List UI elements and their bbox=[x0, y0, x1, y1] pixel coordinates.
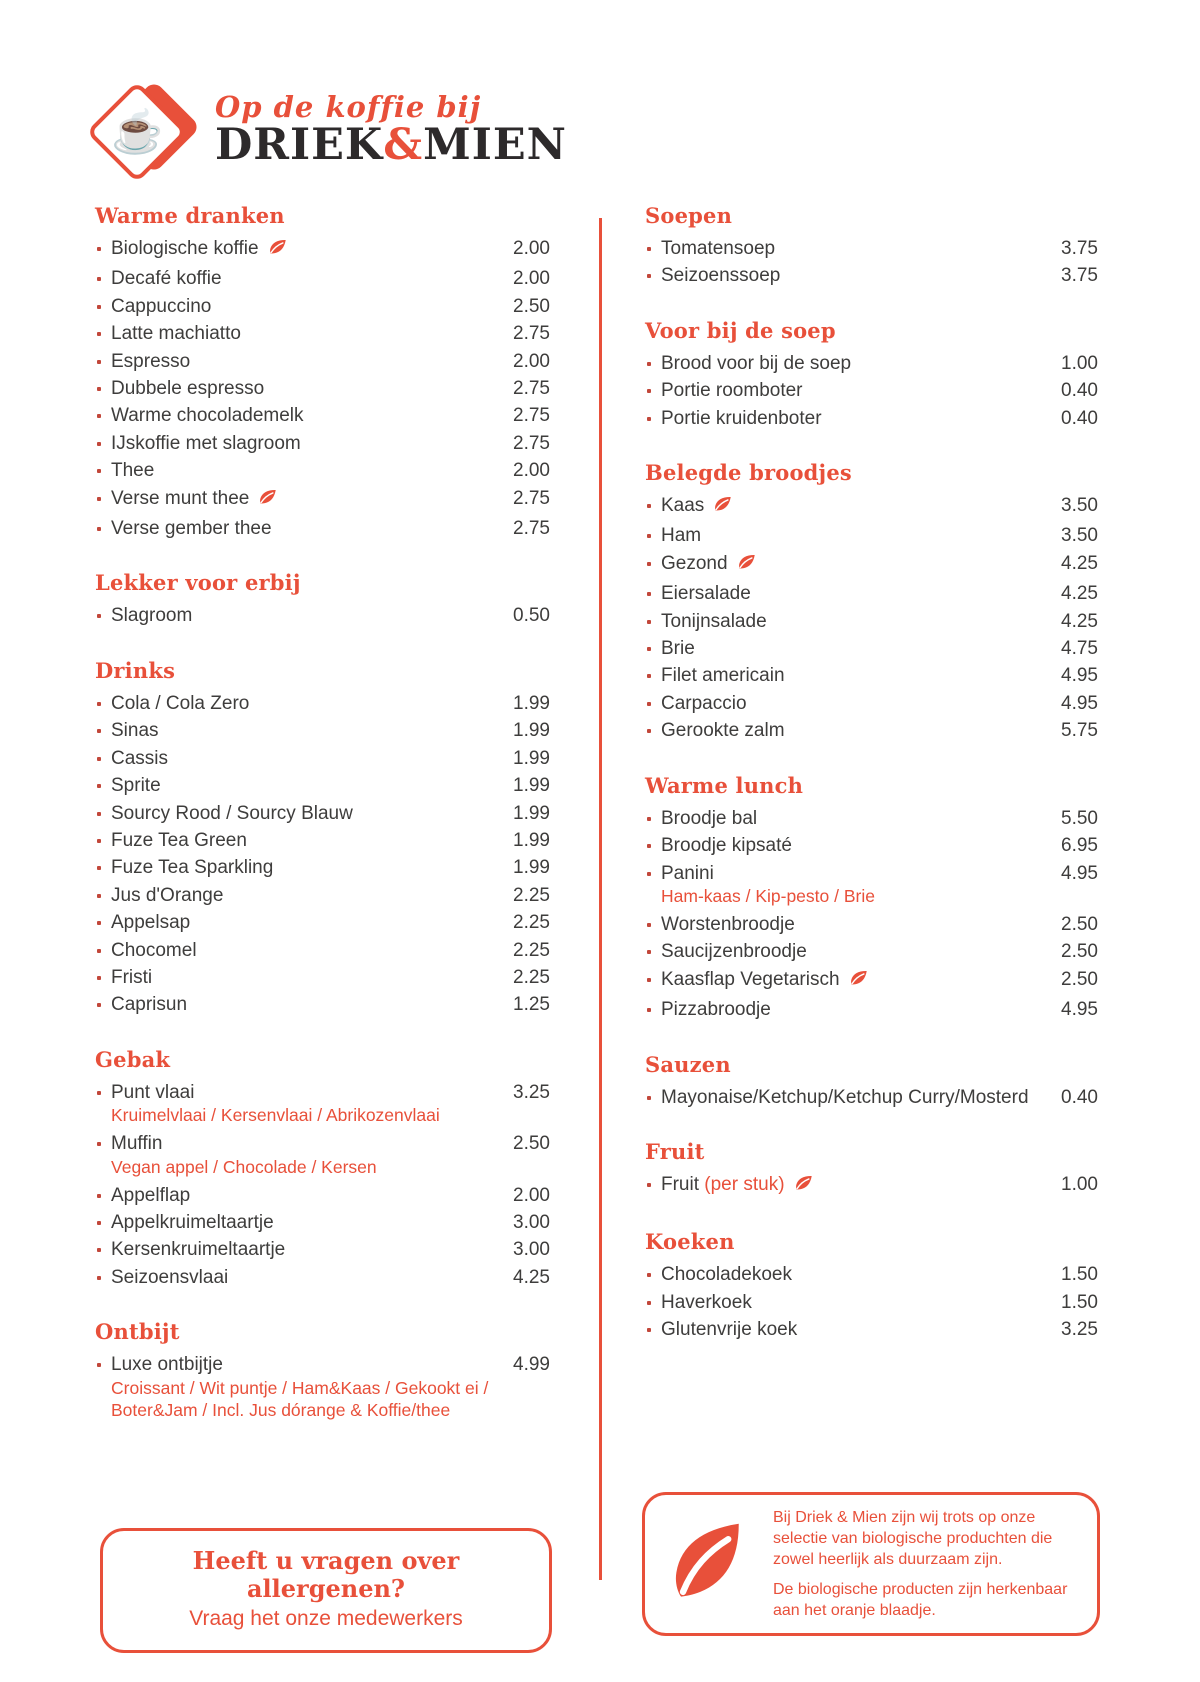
menu-item bbox=[95, 800, 550, 827]
item-price: 2.75 bbox=[513, 405, 550, 427]
item-price: 1.99 bbox=[513, 747, 550, 769]
menu-column-right bbox=[645, 202, 1098, 1344]
item-price: 1.99 bbox=[513, 720, 550, 742]
item-label: Seizoenssoep bbox=[661, 265, 781, 287]
item-price: 3.75 bbox=[1061, 238, 1098, 259]
item-label: Latte machiatto bbox=[111, 323, 241, 345]
organic-leaf-icon bbox=[265, 236, 288, 266]
item-label: Verse munt thee bbox=[111, 485, 277, 515]
menu-item bbox=[95, 690, 550, 717]
section-title: Fruit bbox=[645, 1138, 705, 1164]
item-label: Kaasflap Vegetarisch bbox=[661, 966, 868, 996]
coffee-diamond-icon bbox=[95, 88, 203, 192]
item-label: Broodje kipsaté bbox=[661, 835, 792, 857]
item-note: (per stuk) bbox=[699, 1173, 785, 1195]
menu-item bbox=[645, 832, 1098, 859]
menu-section bbox=[645, 459, 1098, 745]
menu-item bbox=[95, 320, 550, 347]
item-bullet-icon bbox=[97, 1091, 101, 1095]
item-bullet-icon bbox=[97, 332, 101, 336]
item-price: 3.00 bbox=[513, 1239, 550, 1261]
menu-item bbox=[95, 457, 550, 484]
item-price: 4.75 bbox=[1061, 638, 1098, 660]
item-price: 4.99 bbox=[513, 1354, 550, 1376]
item-label: Kaas bbox=[661, 492, 732, 522]
menu-item bbox=[645, 405, 1098, 432]
item-subtext: Vegan appel / Chocolade / Kersen bbox=[111, 1156, 377, 1177]
item-price: 2.75 bbox=[513, 518, 550, 540]
item-bullet-icon bbox=[97, 305, 101, 309]
logo-name-mien: MIEN bbox=[423, 120, 567, 170]
item-price: 2.00 bbox=[513, 460, 550, 482]
leaf-icon bbox=[712, 493, 734, 515]
item-label: Fruit (per stuk) bbox=[661, 1171, 813, 1201]
item-label: Carpaccio bbox=[661, 692, 747, 714]
item-price: 0.40 bbox=[1061, 380, 1098, 402]
item-bullet-icon bbox=[647, 923, 651, 927]
item-price: 3.50 bbox=[1061, 495, 1098, 517]
menu-item bbox=[95, 1236, 550, 1263]
menu-item bbox=[95, 909, 550, 936]
item-label: Brood voor bij de soep bbox=[661, 352, 852, 374]
menu-item bbox=[95, 717, 550, 744]
item-label: Luxe ontbijtje bbox=[111, 1354, 223, 1376]
item-label: Appelsap bbox=[111, 912, 191, 934]
item-label: Caprisun bbox=[111, 994, 188, 1016]
item-label: Gezond bbox=[661, 550, 756, 580]
menu-item bbox=[645, 690, 1098, 717]
item-bullet-icon bbox=[647, 534, 651, 538]
item-label: Cola / Cola Zero bbox=[111, 692, 250, 714]
item-bullet-icon bbox=[647, 1183, 651, 1187]
section-title: Gebak bbox=[95, 1046, 171, 1072]
item-label: Saucijzenbroodje bbox=[661, 941, 807, 963]
logo-ampersand: & bbox=[383, 120, 424, 170]
item-price: 4.25 bbox=[1061, 552, 1098, 574]
item-price: 0.40 bbox=[1061, 1086, 1098, 1108]
item-label: Filet americain bbox=[661, 665, 785, 687]
item-price: 2.75 bbox=[513, 487, 550, 509]
menu-section bbox=[95, 202, 550, 542]
item-price: 1.99 bbox=[513, 802, 550, 824]
item-bullet-icon bbox=[647, 872, 651, 876]
item-subtext: Ham-kaas / Kip-pesto / Brie bbox=[661, 885, 875, 906]
item-label: Cassis bbox=[111, 747, 169, 769]
item-bullet-icon bbox=[97, 469, 101, 473]
item-label: Fristi bbox=[111, 966, 153, 988]
menu-item bbox=[645, 262, 1098, 289]
menu-section bbox=[95, 1318, 550, 1420]
item-bullet-icon bbox=[97, 702, 101, 706]
item-price: 4.95 bbox=[1061, 692, 1098, 714]
item-subtext: Croissant / Wit puntje / Ham&Kaas / Gekookt ei / Boter&Jam / Incl. Jus dórange & Koffie/thee bbox=[111, 1377, 489, 1420]
item-bullet-icon bbox=[647, 978, 651, 982]
item-price: 6.95 bbox=[1061, 835, 1098, 857]
leaf-icon bbox=[257, 486, 279, 508]
menu-item bbox=[645, 608, 1098, 635]
item-label: Dubbele espresso bbox=[111, 378, 265, 400]
menu-item bbox=[645, 522, 1098, 549]
item-bullet-icon bbox=[97, 527, 101, 531]
item-bullet-icon bbox=[647, 674, 651, 678]
item-label: Slagroom bbox=[111, 605, 193, 627]
item-label: Espresso bbox=[111, 350, 191, 372]
section-title: Warme lunch bbox=[645, 772, 804, 798]
item-bullet-icon bbox=[97, 387, 101, 391]
item-label: Warme chocolademelk bbox=[111, 405, 304, 427]
organic-leaf-icon bbox=[791, 1172, 814, 1202]
item-label: Gerookte zalm bbox=[661, 720, 785, 742]
menu-item bbox=[95, 602, 550, 629]
section-title: Koeken bbox=[645, 1229, 735, 1255]
section-title: Drinks bbox=[95, 657, 176, 683]
item-bullet-icon bbox=[97, 812, 101, 816]
menu-item bbox=[645, 1316, 1098, 1343]
item-bullet-icon bbox=[97, 757, 101, 761]
menu-item bbox=[95, 235, 550, 265]
section-title: Soepen bbox=[645, 203, 733, 228]
item-label: Sprite bbox=[111, 775, 161, 797]
section-title: Sauzen bbox=[645, 1051, 731, 1077]
item-price: 1.99 bbox=[513, 857, 550, 879]
menu-item bbox=[95, 348, 550, 375]
item-bullet-icon bbox=[647, 389, 651, 393]
item-price: 2.50 bbox=[1061, 941, 1098, 963]
menu-section bbox=[645, 202, 1098, 290]
item-price: 2.25 bbox=[513, 939, 550, 961]
item-price: 2.00 bbox=[513, 268, 550, 290]
item-label: IJskoffie met slagroom bbox=[111, 432, 301, 454]
menu-item bbox=[645, 662, 1098, 689]
item-price: 2.75 bbox=[513, 432, 550, 454]
item-bullet-icon bbox=[97, 442, 101, 446]
item-price: 2.75 bbox=[513, 323, 550, 345]
item-price: 1.99 bbox=[513, 692, 550, 714]
item-price: 3.75 bbox=[1061, 265, 1098, 287]
menu-item bbox=[645, 717, 1098, 744]
leaf-icon bbox=[735, 551, 757, 573]
leaf-icon bbox=[266, 236, 288, 258]
item-bullet-icon bbox=[97, 866, 101, 870]
item-price: 3.25 bbox=[513, 1081, 550, 1103]
item-bullet-icon bbox=[97, 247, 101, 251]
leaf-icon bbox=[792, 1172, 814, 1194]
section-title: Voor bij de soep bbox=[645, 317, 836, 343]
item-label: Muffin bbox=[111, 1133, 163, 1155]
item-price: 1.50 bbox=[1061, 1291, 1098, 1313]
item-bullet-icon bbox=[647, 817, 651, 821]
item-label: Sinas bbox=[111, 720, 159, 742]
item-bullet-icon bbox=[97, 976, 101, 980]
menu-item bbox=[95, 375, 550, 402]
menu-section bbox=[645, 1138, 1098, 1201]
menu-section bbox=[645, 1228, 1098, 1343]
item-bullet-icon bbox=[647, 950, 651, 954]
organic-leaf-icon bbox=[711, 493, 734, 523]
menu-item bbox=[645, 938, 1098, 965]
item-bullet-icon bbox=[647, 274, 651, 278]
menu-item bbox=[95, 854, 550, 881]
item-label: Appelflap bbox=[111, 1184, 191, 1206]
item-subtext: Kruimelvlaai / Kersenvlaai / Abrikozenvlaai bbox=[111, 1105, 440, 1126]
leaf-icon bbox=[658, 1512, 756, 1610]
item-price: 2.00 bbox=[513, 350, 550, 372]
item-bullet-icon bbox=[97, 1221, 101, 1225]
menu-column-left bbox=[95, 202, 550, 1425]
item-price: 4.25 bbox=[1061, 583, 1098, 605]
item-bullet-icon bbox=[97, 729, 101, 733]
leaf-icon bbox=[847, 967, 869, 989]
item-price: 2.00 bbox=[513, 1184, 550, 1206]
item-price: 0.40 bbox=[1061, 407, 1098, 429]
item-price: 2.25 bbox=[513, 884, 550, 906]
logo-text bbox=[215, 88, 567, 168]
item-bullet-icon bbox=[647, 562, 651, 566]
menu-item bbox=[645, 580, 1098, 607]
item-bullet-icon bbox=[647, 620, 651, 624]
item-bullet-icon bbox=[647, 844, 651, 848]
bio-info-box bbox=[642, 1492, 1100, 1636]
item-bullet-icon bbox=[97, 1194, 101, 1198]
item-label: Fuze Tea Sparkling bbox=[111, 857, 274, 879]
item-price: 2.50 bbox=[513, 1133, 550, 1155]
section-title: Lekker voor erbij bbox=[95, 570, 301, 596]
item-bullet-icon bbox=[97, 784, 101, 788]
menu-item bbox=[645, 350, 1098, 377]
item-price: 2.25 bbox=[513, 912, 550, 934]
item-label: Worstenbroodje bbox=[661, 913, 795, 935]
item-label: Chocoladekoek bbox=[661, 1264, 792, 1286]
item-label: Pizzabroodje bbox=[661, 999, 771, 1021]
menu-item bbox=[95, 293, 550, 320]
menu-item bbox=[645, 235, 1098, 262]
item-label: Jus d'Orange bbox=[111, 884, 224, 906]
menu-item bbox=[645, 377, 1098, 404]
menu-item bbox=[645, 635, 1098, 662]
item-price: 4.95 bbox=[1061, 665, 1098, 687]
item-bullet-icon bbox=[647, 417, 651, 421]
item-bullet-icon bbox=[647, 362, 651, 366]
item-bullet-icon bbox=[97, 414, 101, 418]
item-label: Portie kruidenboter bbox=[661, 407, 822, 429]
menu-item bbox=[95, 1130, 550, 1157]
item-price: 4.95 bbox=[1061, 999, 1098, 1021]
item-bullet-icon bbox=[647, 729, 651, 733]
menu-item bbox=[645, 966, 1098, 996]
item-label: Tomatensoep bbox=[661, 238, 776, 259]
menu-section bbox=[645, 317, 1098, 432]
menu-item bbox=[645, 911, 1098, 938]
item-price: 1.99 bbox=[513, 775, 550, 797]
section-title: Warme dranken bbox=[95, 203, 285, 228]
item-bullet-icon bbox=[647, 504, 651, 508]
item-price: 2.25 bbox=[513, 966, 550, 988]
menu-item bbox=[95, 827, 550, 854]
item-label: Ham bbox=[661, 525, 702, 547]
menu-item bbox=[645, 860, 1098, 887]
item-label: Eiersalade bbox=[661, 583, 751, 605]
section-title: Belegde broodjes bbox=[645, 460, 852, 486]
menu-item bbox=[95, 1209, 550, 1236]
item-price: 3.25 bbox=[1061, 1319, 1098, 1341]
item-label: Sourcy Rood / Sourcy Blauw bbox=[111, 802, 353, 824]
item-bullet-icon bbox=[647, 647, 651, 651]
item-label: Punt vlaai bbox=[111, 1081, 195, 1103]
diamond-shape-front bbox=[86, 81, 188, 183]
menu-item bbox=[95, 1351, 550, 1378]
item-bullet-icon bbox=[97, 1003, 101, 1007]
item-bullet-icon bbox=[97, 949, 101, 953]
item-price: 2.50 bbox=[1061, 968, 1098, 990]
item-bullet-icon bbox=[97, 497, 101, 501]
item-bullet-icon bbox=[97, 1248, 101, 1252]
menu-item bbox=[645, 492, 1098, 522]
item-bullet-icon bbox=[97, 1276, 101, 1280]
item-bullet-icon bbox=[647, 1328, 651, 1332]
menu-item bbox=[95, 402, 550, 429]
bio-text bbox=[773, 1507, 1081, 1621]
item-label: Decafé koffie bbox=[111, 268, 222, 290]
menu-item bbox=[95, 882, 550, 909]
item-label: Brie bbox=[661, 638, 695, 660]
item-label: Chocomel bbox=[111, 939, 197, 961]
item-price: 0.50 bbox=[513, 605, 550, 627]
item-price: 1.99 bbox=[513, 829, 550, 851]
logo-name-driek: DRIEK bbox=[215, 120, 384, 170]
menu-section bbox=[95, 569, 550, 629]
item-label: Broodje bal bbox=[661, 807, 758, 829]
item-bullet-icon bbox=[97, 360, 101, 364]
item-bullet-icon bbox=[647, 1301, 651, 1305]
item-price: 4.25 bbox=[513, 1266, 550, 1288]
section-title: Ontbijt bbox=[95, 1319, 180, 1345]
organic-leaf-icon bbox=[256, 486, 279, 516]
item-label: Kersenkruimeltaartje bbox=[111, 1239, 286, 1261]
item-price: 4.25 bbox=[1061, 610, 1098, 632]
item-bullet-icon bbox=[97, 894, 101, 898]
item-price: 1.00 bbox=[1061, 352, 1098, 374]
item-bullet-icon bbox=[647, 247, 651, 251]
organic-leaf-icon bbox=[846, 967, 869, 997]
item-bullet-icon bbox=[647, 1096, 651, 1100]
item-bullet-icon bbox=[97, 839, 101, 843]
menu-item bbox=[645, 1084, 1098, 1111]
item-label: Glutenvrije koek bbox=[661, 1319, 798, 1341]
item-price: 2.50 bbox=[513, 295, 550, 317]
menu-item bbox=[95, 1182, 550, 1209]
menu-item bbox=[95, 430, 550, 457]
item-price: 5.50 bbox=[1061, 807, 1098, 829]
item-label: Tonijnsalade bbox=[661, 610, 767, 632]
logo bbox=[95, 88, 567, 192]
item-label: Portie roomboter bbox=[661, 380, 803, 402]
menu-item bbox=[95, 485, 550, 515]
logo-tagline: Op de koffie bij bbox=[215, 90, 482, 124]
menu-item bbox=[95, 772, 550, 799]
logo-name bbox=[215, 122, 567, 168]
item-label: Thee bbox=[111, 460, 155, 482]
item-bullet-icon bbox=[97, 1363, 101, 1367]
leaf-icon bbox=[658, 1512, 757, 1615]
allergen-info-box bbox=[100, 1528, 552, 1653]
item-bullet-icon bbox=[97, 1142, 101, 1146]
menu-section bbox=[645, 1051, 1098, 1111]
item-bullet-icon bbox=[647, 1008, 651, 1012]
menu-item bbox=[645, 805, 1098, 832]
item-label: Panini bbox=[661, 862, 714, 884]
item-label: Biologische koffie bbox=[111, 235, 287, 265]
menu-item bbox=[645, 1289, 1098, 1316]
item-price: 2.00 bbox=[513, 238, 550, 259]
menu-item bbox=[95, 265, 550, 292]
menu-item bbox=[95, 964, 550, 991]
item-label: Haverkoek bbox=[661, 1291, 752, 1313]
item-bullet-icon bbox=[97, 277, 101, 281]
menu-item bbox=[645, 1171, 1098, 1201]
item-price: 2.50 bbox=[1061, 913, 1098, 935]
item-price: 1.25 bbox=[513, 994, 550, 1016]
item-label: Verse gember thee bbox=[111, 518, 272, 540]
menu-section bbox=[95, 657, 550, 1019]
item-bullet-icon bbox=[97, 921, 101, 925]
coffee-cup-icon: ☕ bbox=[110, 107, 164, 155]
item-bullet-icon bbox=[97, 614, 101, 618]
item-price: 1.50 bbox=[1061, 1264, 1098, 1286]
column-divider bbox=[599, 218, 602, 1580]
item-bullet-icon bbox=[647, 702, 651, 706]
menu-item bbox=[95, 991, 550, 1018]
item-price: 2.75 bbox=[513, 378, 550, 400]
allergen-answer: Vraag het onze medewerkers bbox=[189, 1607, 463, 1630]
item-price: 1.00 bbox=[1061, 1173, 1098, 1195]
menu-section bbox=[645, 772, 1098, 1024]
item-price: 5.75 bbox=[1061, 720, 1098, 742]
item-label: Cappuccino bbox=[111, 295, 212, 317]
menu-item bbox=[95, 1264, 550, 1291]
menu-item bbox=[95, 745, 550, 772]
menu-item bbox=[95, 515, 550, 542]
item-label: Seizoensvlaai bbox=[111, 1266, 229, 1288]
item-bullet-icon bbox=[647, 592, 651, 596]
bio-paragraph-2: De biologische producten zijn herkenbaar aan het oranje blaadje. bbox=[773, 1581, 1068, 1619]
menu-item bbox=[95, 1079, 550, 1106]
menu-section bbox=[95, 1046, 550, 1291]
item-bullet-icon bbox=[647, 1273, 651, 1277]
menu-item bbox=[645, 550, 1098, 580]
menu-item bbox=[645, 996, 1098, 1023]
item-label: Appelkruimeltaartje bbox=[111, 1211, 274, 1233]
item-price: 3.00 bbox=[513, 1211, 550, 1233]
item-label: Fuze Tea Green bbox=[111, 829, 247, 851]
menu-item bbox=[95, 937, 550, 964]
item-price: 3.50 bbox=[1061, 525, 1098, 547]
allergen-question: Heeft u vragen over allergenen? bbox=[192, 1546, 460, 1603]
item-label: Mayonaise/Ketchup/Ketchup Curry/Mosterd bbox=[661, 1086, 1029, 1108]
item-price: 4.95 bbox=[1061, 862, 1098, 884]
organic-leaf-icon bbox=[734, 551, 757, 581]
menu-item bbox=[645, 1261, 1098, 1288]
bio-paragraph-1: Bij Driek & Mien zijn wij trots op onze selectie van biologische produchten die zowel heerlijk als duurzaam zijn. bbox=[773, 1509, 1053, 1568]
